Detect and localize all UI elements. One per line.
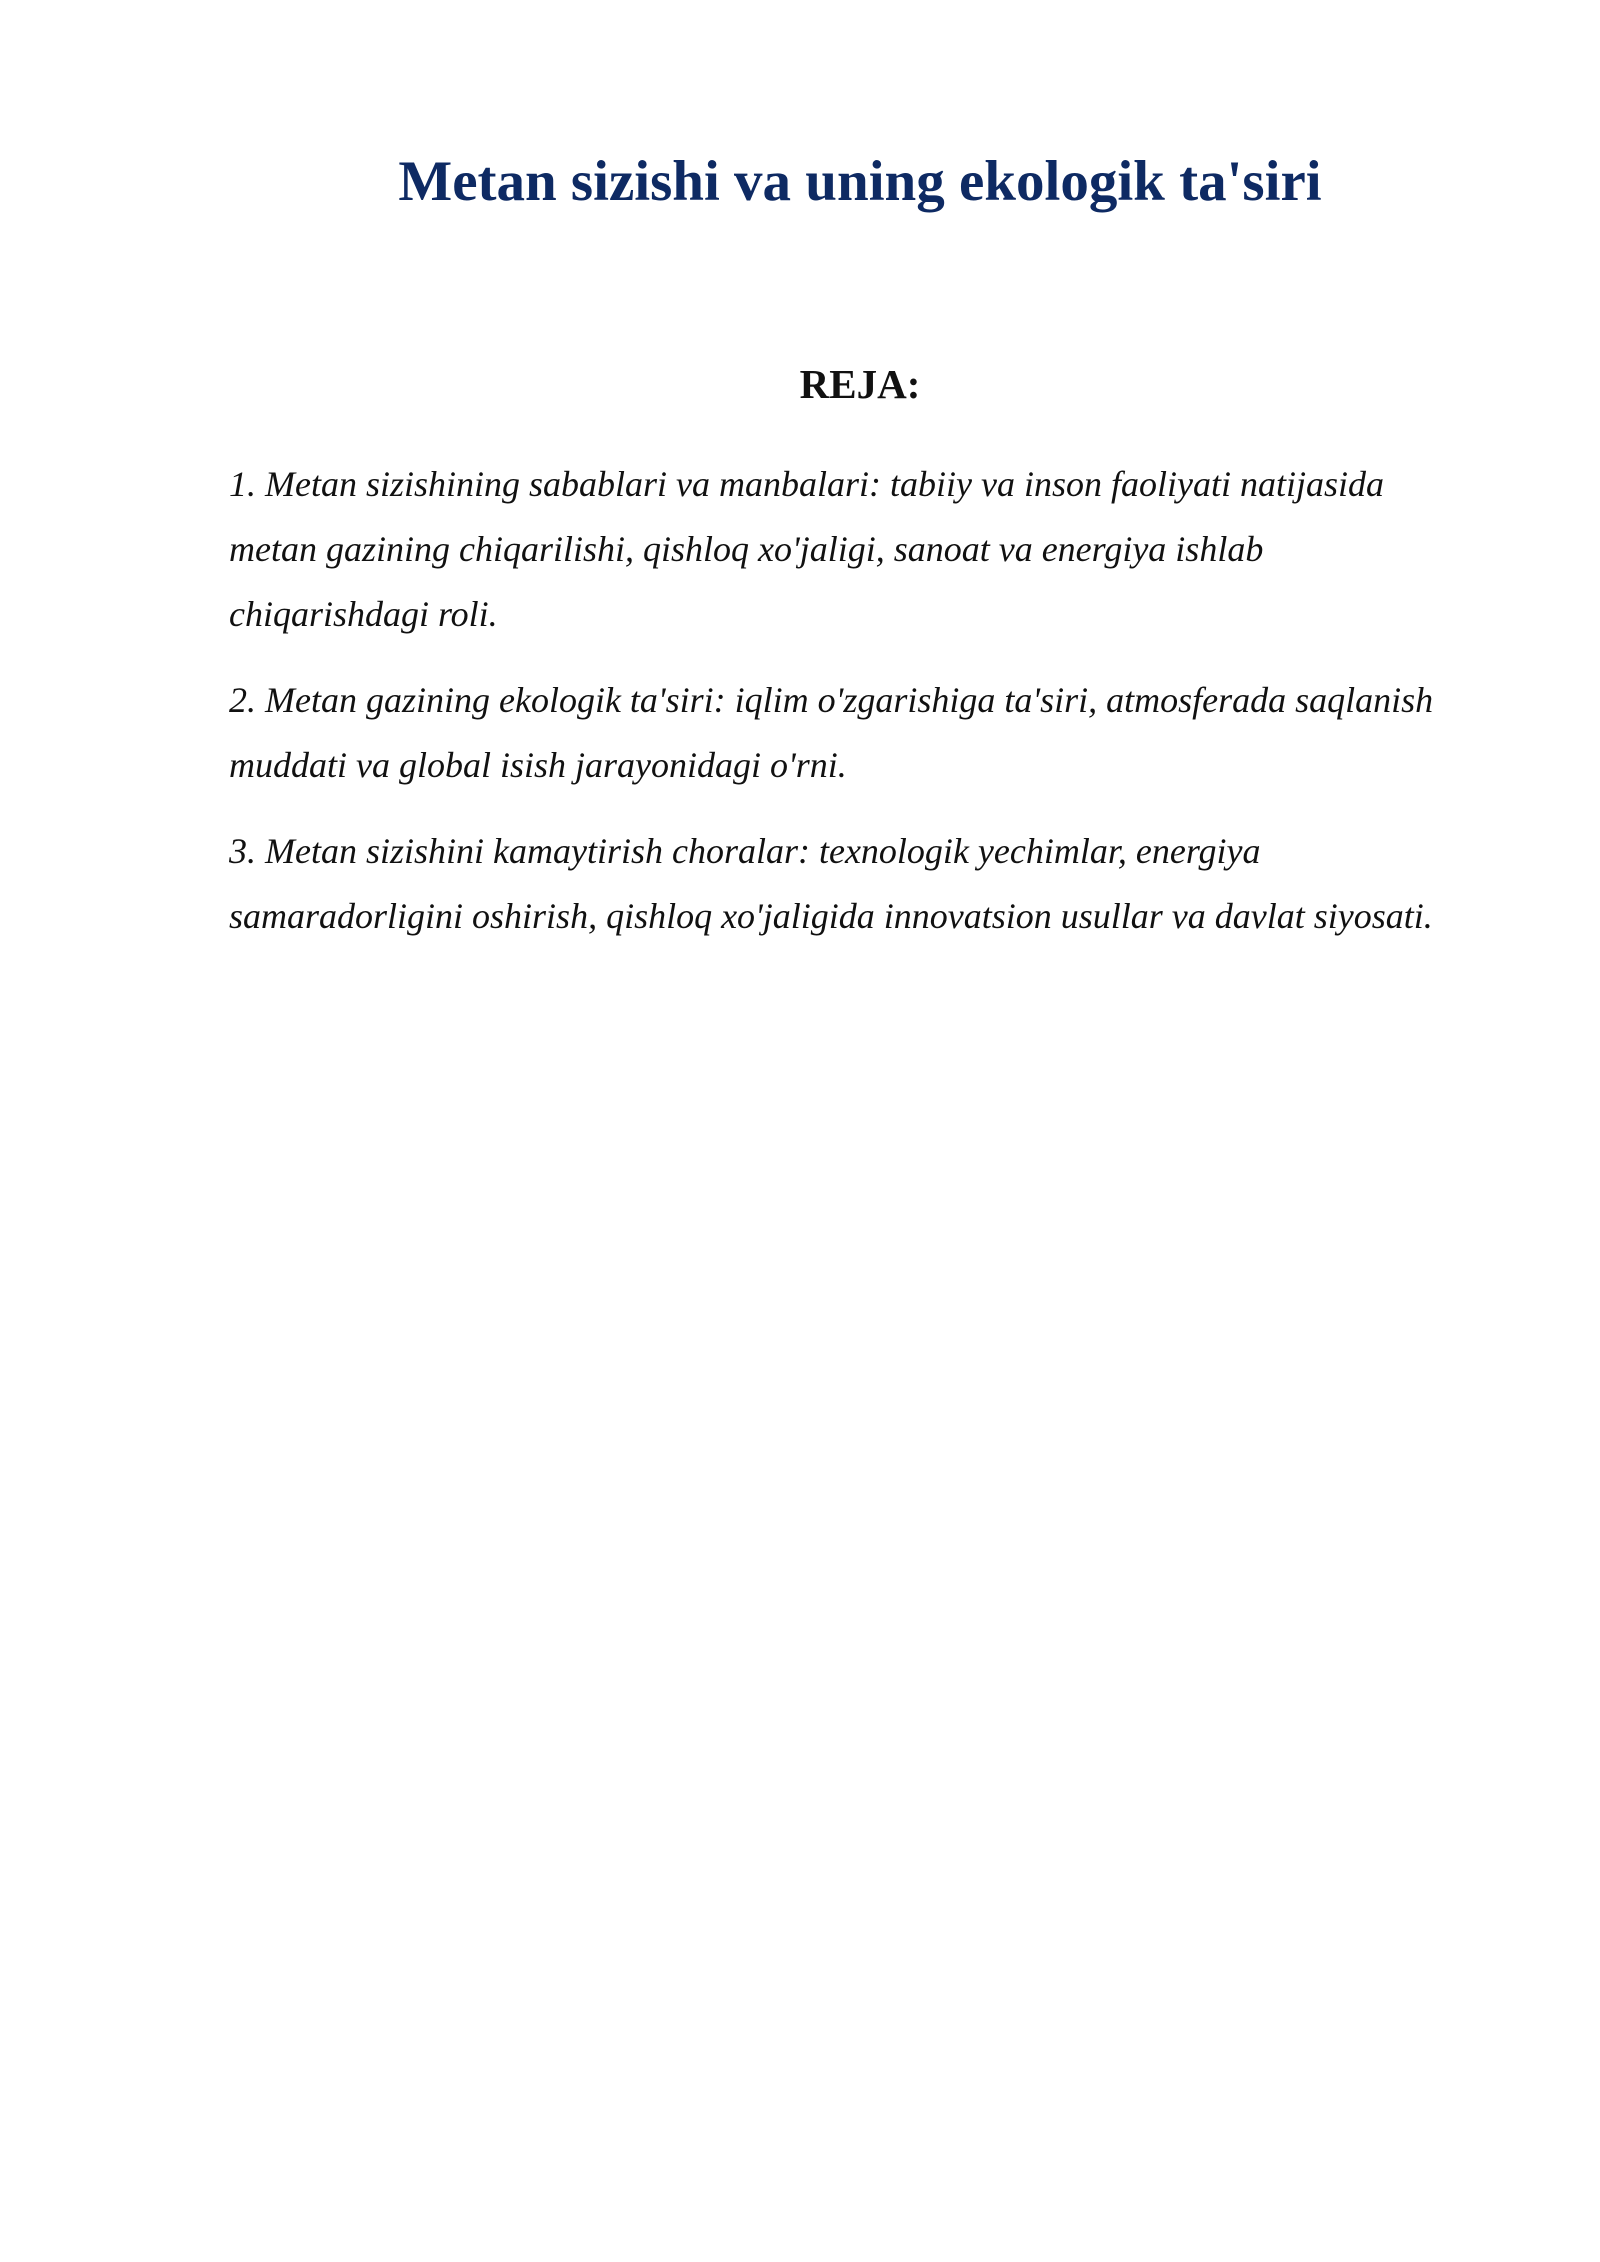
document-title: Metan sizishi va uning ekologik ta'siri — [398, 150, 1322, 213]
plan-item-3: 3. Metan sizishini kamaytirish choralar: texnologik yechimlar, energiya samaradorligini oshirish, qishloq xo'jaligida innovatsion usullar va davlat siyosati. — [229, 831, 1433, 936]
plan-item-1: 1. Metan sizishining sabablari va manbalari: tabiiy va inson faoliyati natijasida metan gazining chiqarilishi, qishloq xo'jaligi, sanoat va energiya ishlab chiqarishdagi roli. — [229, 464, 1384, 634]
plan-item-2: 2. Metan gazining ekologik ta'siri: iqlim o'zgarishiga ta'siri, atmosferada saqlanish muddati va global isish jarayonidagi o'rni. — [229, 680, 1434, 785]
plan-list — [229, 452, 1459, 970]
plan-heading: REJA: — [799, 361, 921, 407]
